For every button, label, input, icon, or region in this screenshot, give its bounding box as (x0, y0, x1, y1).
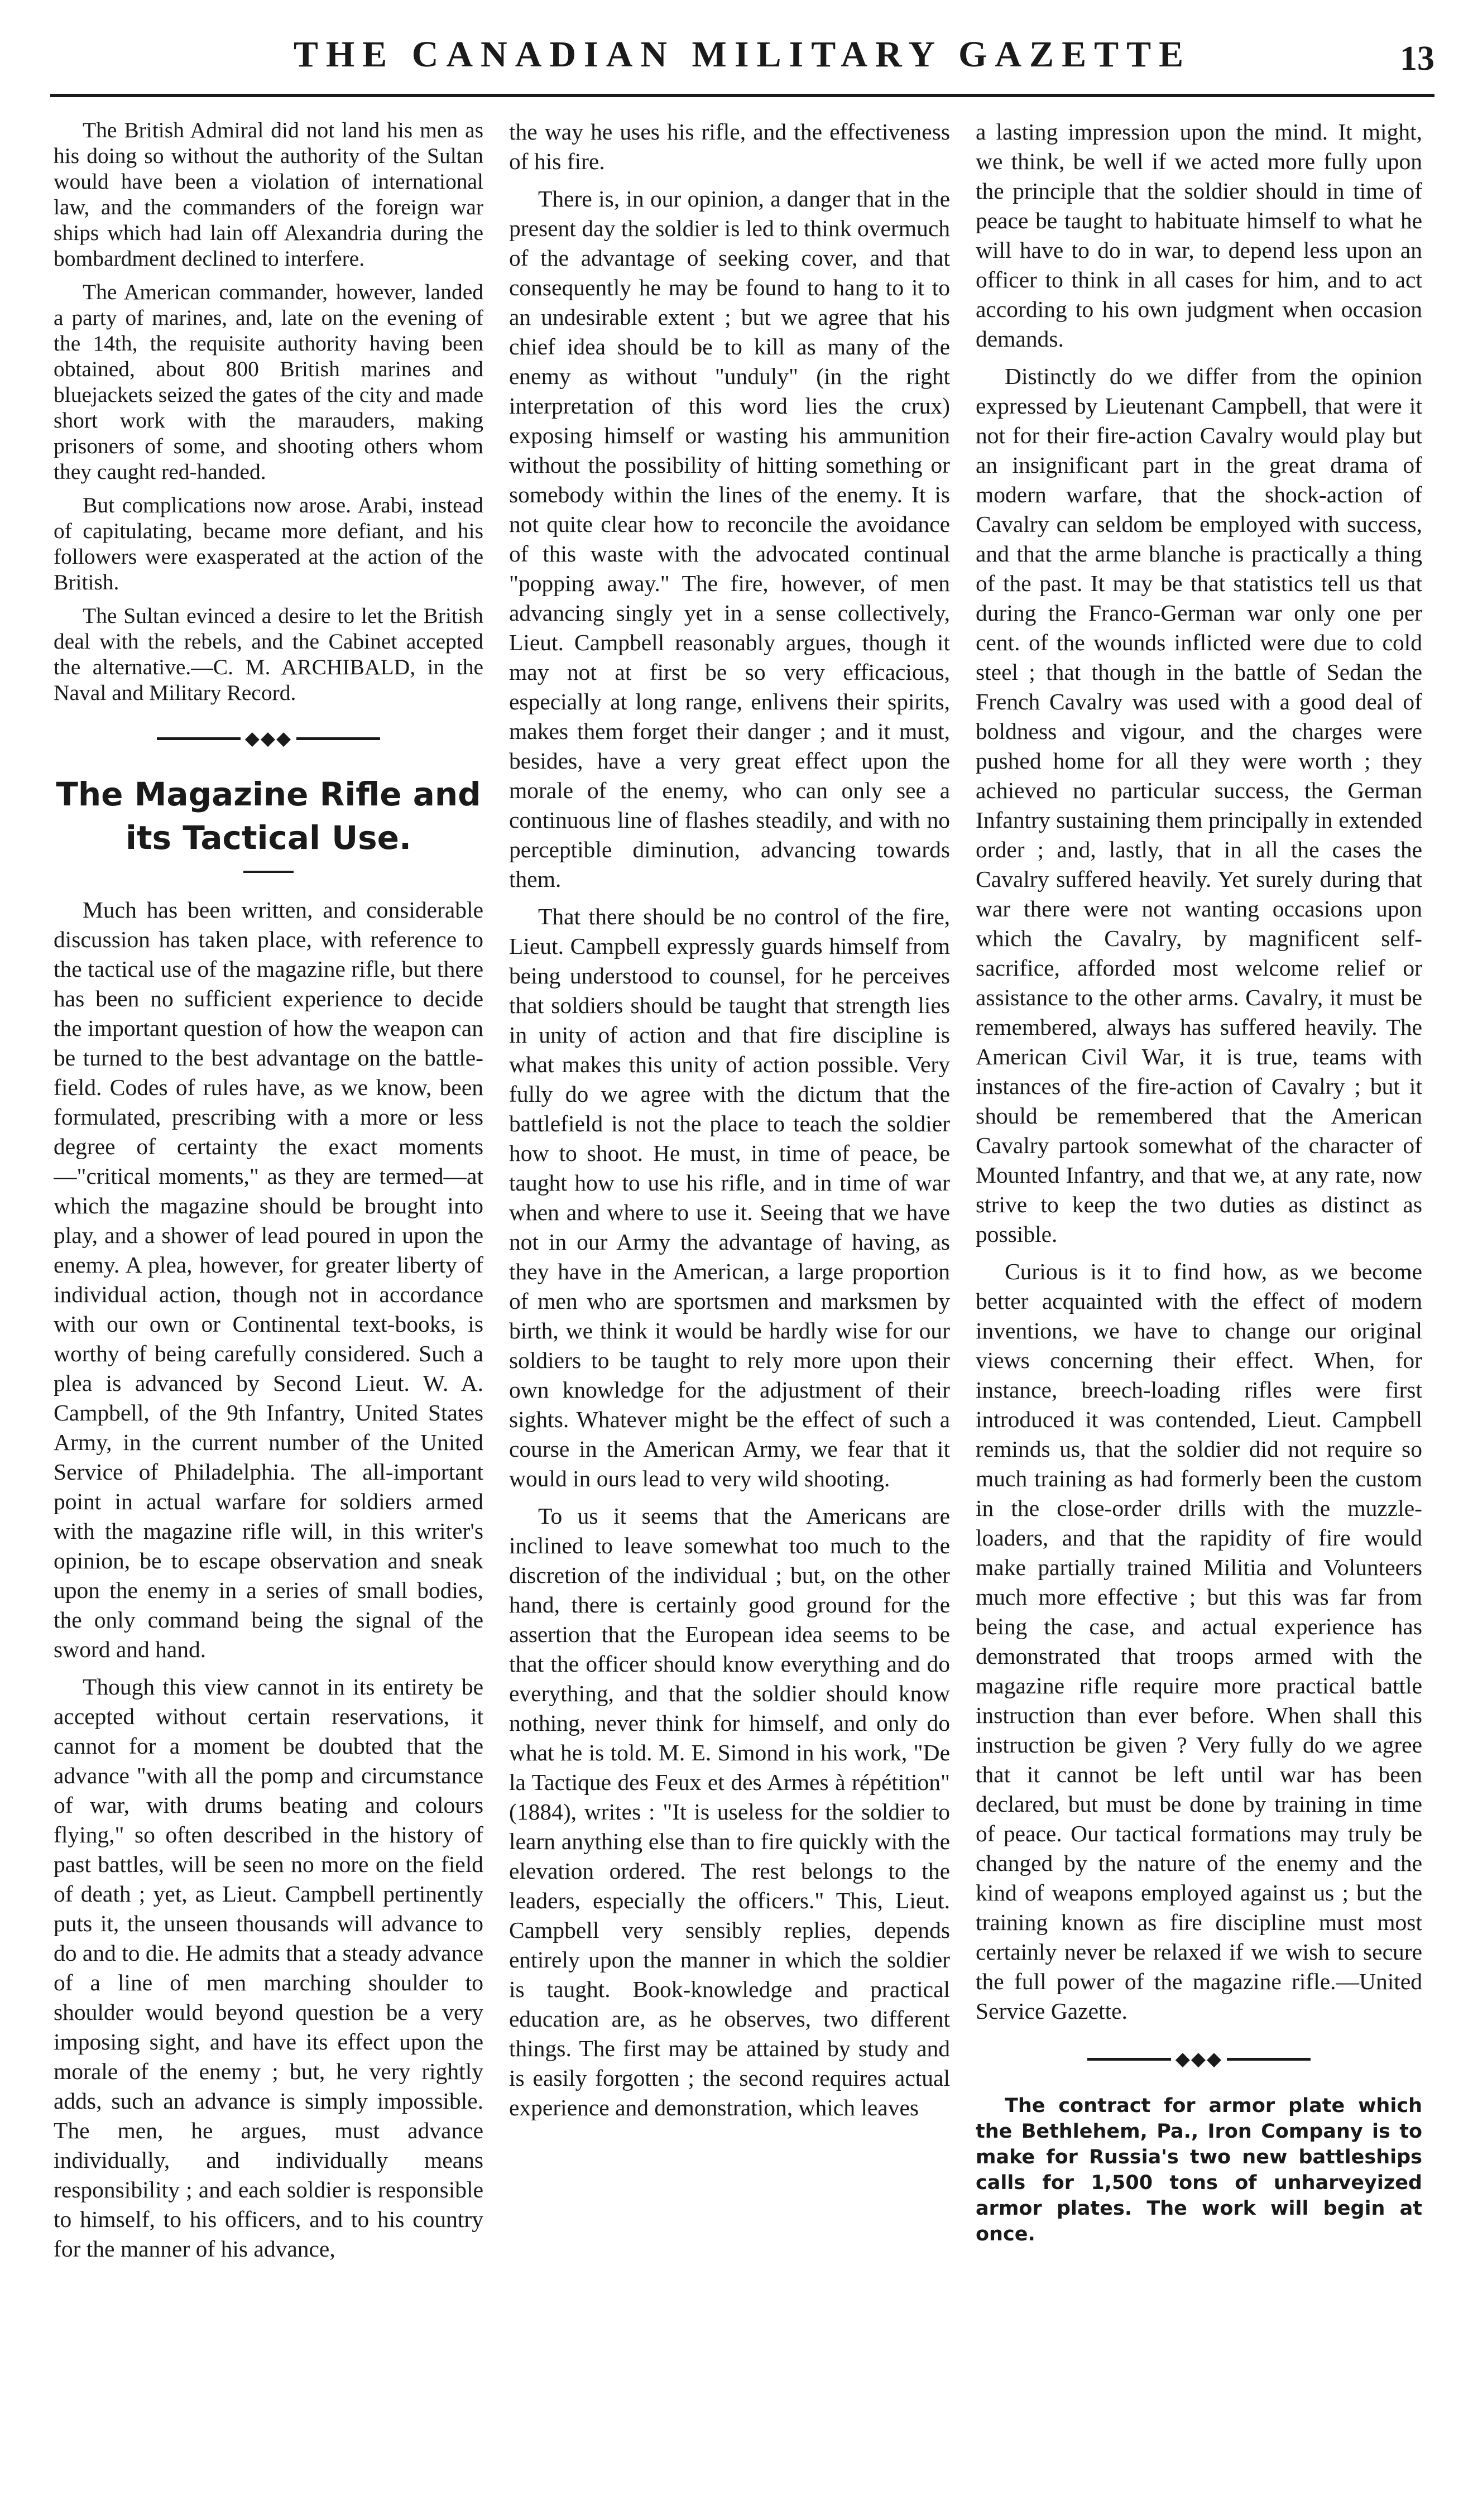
article-paragraph: To us it seems that the Americans are inclined to leave somewhat too much to the discretion of the individual ; but, on the other hand, there is certainly good ground for the assertion that the European idea seems to be that the officer should know everything and do everything, and that the soldier should know nothing, never think for himself, and only do what he is told. M. E. Simond in his work, "De la Tactique des Feux et des Armes à répétition" (1884), writes : "It is useless for the soldier to learn anything else than to fire quickly with the elevation ordered. The rest belongs to the leaders, especially the officers." This, Lieut. Campbell very sensibly replies, depends entirely upon the manner in which the soldier is taught. Book-knowledge and practical education are, as he observes, two different things. The first may be attained by study and is easily forgotten ; the second requires actual experience and demonstration, which leaves (509, 1503, 950, 2120)
article-paragraph: The Sultan evinced a desire to let the British deal with the rebels, and the Cabinet accepted the alternative.—C. M. ARCHIBALD, in the Naval and Military Record. (54, 603, 483, 705)
ornamental-divider (976, 2043, 1422, 2074)
article-paragraph: Though this view cannot in its entirety be accepted without certain reservations, it cannot for a moment be doubted that the advance "with all the pomp and circumstance of war, with drums beating and colours flying," so often described in the history of past battles, will be seen no more on the field of death ; yet, as Lieut. Campbell pertinently puts it, the unseen thousands will advance to do and to die. He admits that a steady advance of a line of men marching shoulder to shoulder would beyond question be a very imposing sight, and have its effect upon the morale of the enemy ; but, he very rightly adds, such an advance is simply impossible. The men, he argues, must advance individually, and individually means responsibility ; and each soldier is responsible to himself, to his officers, and to his country for the manner of his advance, (54, 1673, 483, 2262)
article-paragraph: But complications now arose. Arabi, instead of capitulating, became more defiant, and his followers were exasperated at the action of the British. (54, 493, 483, 594)
diamond-ornament-icon: ◆◆◆ (1175, 2048, 1223, 2070)
title-underline (243, 871, 294, 873)
article-paragraph: The American commander, however, landed a party of marines, and, late on the evening of the 14th, the requisite authority having been obtained, about 800 British marines and bluejackets seized the gates of the city and made short work with the marauders, making prisoners of some, and shooting others whom they caught red-handed. (54, 280, 483, 484)
section-title: The Magazine Rifle and its Tactical Use. (56, 775, 481, 857)
column-3 (976, 117, 1422, 2495)
news-notice: The contract for armor plate which the Bethlehem, Pa., Iron Company is to make for Russia's two new battleships calls for 1,500 tons of unharveyized armor plates. The work will begin at once. (976, 2094, 1422, 2245)
article-paragraph: That there should be no control of the fire, Lieut. Campbell expressly guards himself from being understood to counsel, for he perceives that soldiers should be taught that strength lies in unity of action and that fire discipline is what makes this unity of action possible. Very fully do we agree with the dictum that the battlefield is not the place to teach the soldier how to shoot. He must, in time of peace, be taught how to use his rifle, and in time of war when and where to use it. Seeing that we have not in our Army the advantage of having, as they have in the American, a large proportion of men who are sportsmen and marksmen by birth, we think it would be hardly wise for our soldiers to be taught to rely more upon their own knowledge for the adjustment of their sights. Whatever might be the effect of such a course in the American Army, we fear that it would in ours lead to very wild shooting. (509, 904, 950, 1491)
article-paragraph: Curious is it to find how, as we become better acquainted with the effect of modern inventions, we have to change our original views concerning their effect. When, for instance, breech-loading rifles were first introduced it was contended, Lieut. Campbell reminds us, that the soldier did not require so much training as had formerly been the custom in the close-order drills with the muzzle-loaders, and that the rapidity of fire would make partially trained Militia and Volunteers much more effective ; but this was far from being the case, and actual experience has demonstrated that troops armed with the magazine rifle require more practical battle instruction than ever before. When shall this instruction be given ? Very fully do we agree that it cannot be left until war has been declared, but must be done by training in time of peace. Our tactical formations may truly be changed by the nature of the enemy and the kind of weapons employed against us ; but the training known as fire discipline must most certainly never be relaxed if we wish to secure the full power of the magazine rifle.—United Service Gazette. (976, 1259, 1422, 2024)
article-paragraph: the way he uses his rifle, and the effectiveness of his fire. (509, 119, 950, 174)
page-number: 13 (1400, 40, 1434, 78)
article-paragraph: Much has been written, and considerable discussion has taken place, with reference to the tactical use of the magazine rifle, but there has been no sufficient experience to decide the important question of how the weapon can be turned to the best advantage on the battle-field. Codes of rules have, as we know, been formulated, prescribing with a more or less degree of certainty the exact moments—"critical moments," as they are termed—at which the magazine should be brought into play, and a shower of lead poured in upon the enemy. A plea, however, for greater liberty of individual action, though not in accordance with our own or Continental text-books, is worthy of being carefully considered. Such a plea is advanced by Second Lieut. W. A. Campbell, of the 9th Infantry, United States Army, in the current number of the United Service of Philadelphia. The all-important point in actual warfare for soldiers armed with the magazine rifle will, in this writer's opinion, be to escape observation and sneak upon the enemy in a series of small bodies, the only command being the signal of the sword and hand. (54, 896, 483, 1662)
diamond-ornament-icon: ◆◆◆ (244, 728, 292, 749)
article-paragraph: The British Admiral did not land his men as his doing so without the authority of the Sultan would have been a violation of international law, and the commanders of the foreign war ships which had lain off Alexandria during the bombardment declined to interfere. (54, 118, 483, 271)
ornamental-divider (54, 722, 483, 753)
masthead (50, 32, 1434, 97)
article-paragraph: There is, in our opinion, a danger that in the present day the soldier is led to think overmuch of the advantage of seeking cover, and that consequently he may be found to hang to it to an undesirable extent ; but we agree that his chief idea should be to kill as many of the enemy as without "unduly" (in the right interpretation of this word lies the crux) exposing himself or wasting his ammunition without the possibility of hitting something or somebody within the lines of the enemy. It is not quite clear how to reconcile the avoidance of this waste with the advocated continual "popping away." The fire, however, of men advancing singly yet in a sense collectively, Lieut. Campbell reasonably argues, though it may not at first be so very efficacious, especially at long range, enlivens their spirits, makes them forget their danger ; and it must, besides, have a very great effect upon the morale of the enemy, who can only see a continuous line of flashes steadily, and with no perceptible diminution, advancing towards them. (509, 186, 950, 892)
article-paragraph: Distinctly do we differ from the opinion expressed by Lieutenant Campbell, that were it not for their fire-action Cavalry would play but an insignificant part in the great drama of modern warfare, that the shock-action of Cavalry can seldom be employed with success, and that the arme blanche is practically a thing of the past. It may be that statistics tell us that during the Franco-German war only one per cent. of the wounds inflicted were due to cold steel ; that though in the battle of Sedan the French Cavalry was used with a good deal of boldness and vigour, and the charges were pushed home for all they were worth ; they achieved no particular success, the German Infantry sustaining them principally in extended order ; and, lastly, that in all the cases the Cavalry suffered heavily. Yet surely during that war there were not wanting occasions upon which the Cavalry, by magnificent self-sacrifice, afforded most welcome relief or assistance to the other arms. Cavalry, it must be remembered, always has suffered heavily. The American Civil War, it is true, teams with instances of the fire-action of Cavalry ; but it should be remembered that the American Cavalry partook somewhat of the character of Mounted Infantry, and that we, at any rate, now strive to keep the two duties as distinct as possible. (976, 363, 1422, 1247)
newspaper-title: THE CANADIAN MILITARY GAZETTE (293, 34, 1192, 75)
column-1 (54, 117, 483, 2495)
article-paragraph: a lasting impression upon the mind. It might, we think, be well if we acted more fully upon the principle that the soldier should in time of peace be taught to habituate himself to what he will have to do in war, to depend less upon an officer to think in all cases for him, and to act according to his own judgment when occasion demands. (976, 119, 1422, 352)
column-2 (509, 117, 950, 2495)
